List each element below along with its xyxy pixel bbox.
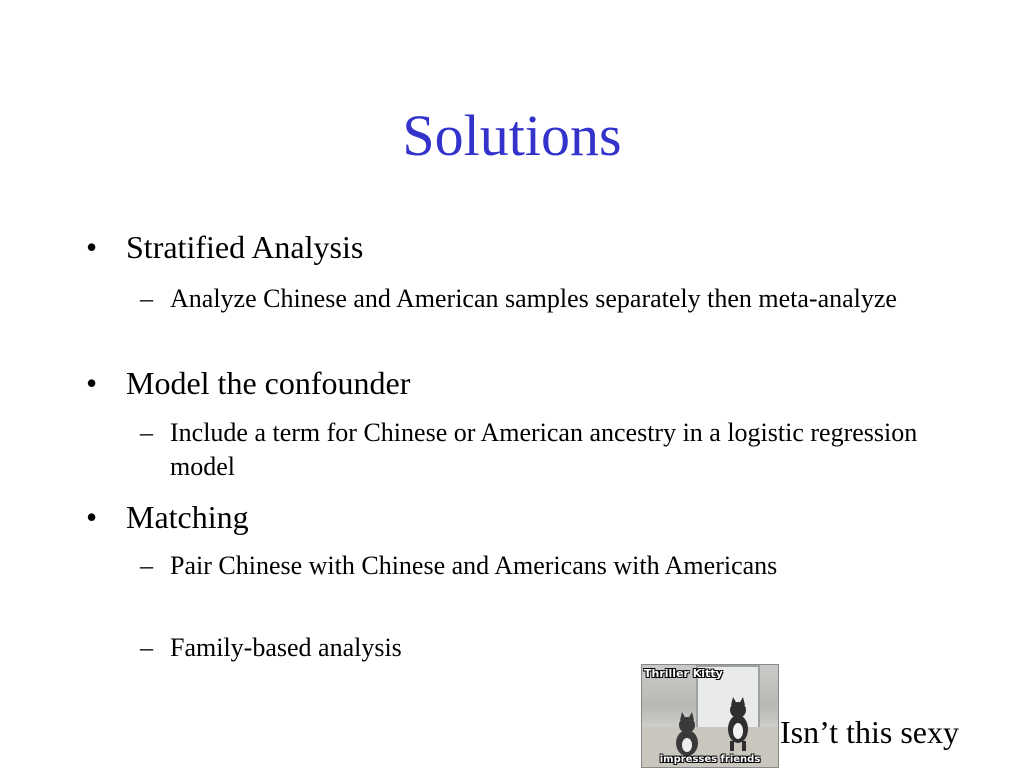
sub-bullet-dash: – xyxy=(140,633,153,662)
image-caption: Isn’t this sexy xyxy=(780,714,959,750)
sub-bullet-dash: – xyxy=(140,284,153,313)
sub-bullet-text: Pair Chinese with Chinese and Americans with Americans xyxy=(170,551,778,580)
sub-bullet-text: Include a term for Chinese or American ancestry in a logistic regression model xyxy=(170,418,918,481)
kittens-icon xyxy=(642,665,778,767)
sub-bullet-dash: – xyxy=(140,551,153,580)
slide-title: Solutions xyxy=(402,103,622,168)
bullet-dot: • xyxy=(86,365,98,401)
sub-bullet-dash: – xyxy=(140,418,153,447)
bullet-dot: • xyxy=(86,499,98,535)
bullet-dot: • xyxy=(86,229,98,265)
meme-bottom-caption: impresses friends xyxy=(659,754,761,765)
sub-bullet-text: Family-based analysis xyxy=(170,633,402,662)
bullet-text: Stratified Analysis xyxy=(126,229,364,265)
bullet-text: Model the confounder xyxy=(126,365,411,401)
sub-bullet-text: Analyze Chinese and American samples separately then meta-analyze xyxy=(170,284,897,313)
bullet-text: Matching xyxy=(126,499,249,535)
cat-meme-image xyxy=(641,664,779,768)
meme-top-caption: Thriller Kitty xyxy=(644,667,723,680)
